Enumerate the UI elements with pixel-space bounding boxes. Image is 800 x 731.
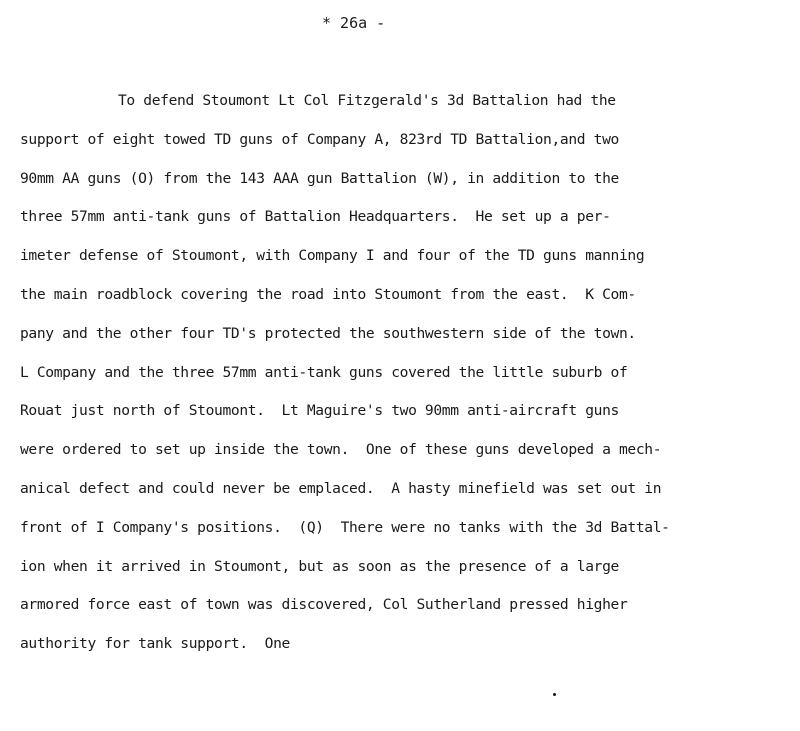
text-line: L Company and the three 57mm anti-tank guns covered the little suburb of (20, 363, 628, 381)
text-line: the main roadblock covering the road into Stoumont from the east. K Com- (20, 285, 636, 303)
text-line: To defend Stoumont Lt Col Fitzgerald's 3d Battalion had the (118, 92, 616, 109)
text-line: front of I Company's positions. (Q) There were no tanks with the 3d Battal- (20, 518, 670, 536)
ink-speck (553, 693, 556, 696)
text-line: were ordered to set up inside the town. One of these guns developed a mech- (20, 441, 662, 459)
text-line: three 57mm anti-tank guns of Battalion Headquarters. He set up a per- (20, 208, 611, 226)
text-line: imeter defense of Stoumont, with Company I and four of the TD guns manning (20, 247, 645, 265)
text-line: armored force east of town was discovered, Col Sutherland pressed higher (20, 596, 628, 614)
body-text (20, 88, 790, 670)
text-line: authority for tank support. One (20, 635, 290, 653)
text-line: Rouat just north of Stoumont. Lt Maguire's two 90mm anti-aircraft guns (20, 402, 619, 420)
text-line: support of eight towed TD guns of Company A, 823rd TD Battalion,and two (20, 130, 619, 148)
text-line: 90mm AA guns (O) from the 143 AAA gun Battalion (W), in addition to the (20, 169, 619, 187)
page-number: * 26a - (322, 14, 386, 32)
text-line: anical defect and could never be emplaced. A hasty minefield was set out in (20, 479, 662, 497)
text-line: ion when it arrived in Stoumont, but as soon as the presence of a large (20, 557, 619, 575)
text-line: pany and the other four TD's protected the southwestern side of the town. (20, 324, 636, 342)
